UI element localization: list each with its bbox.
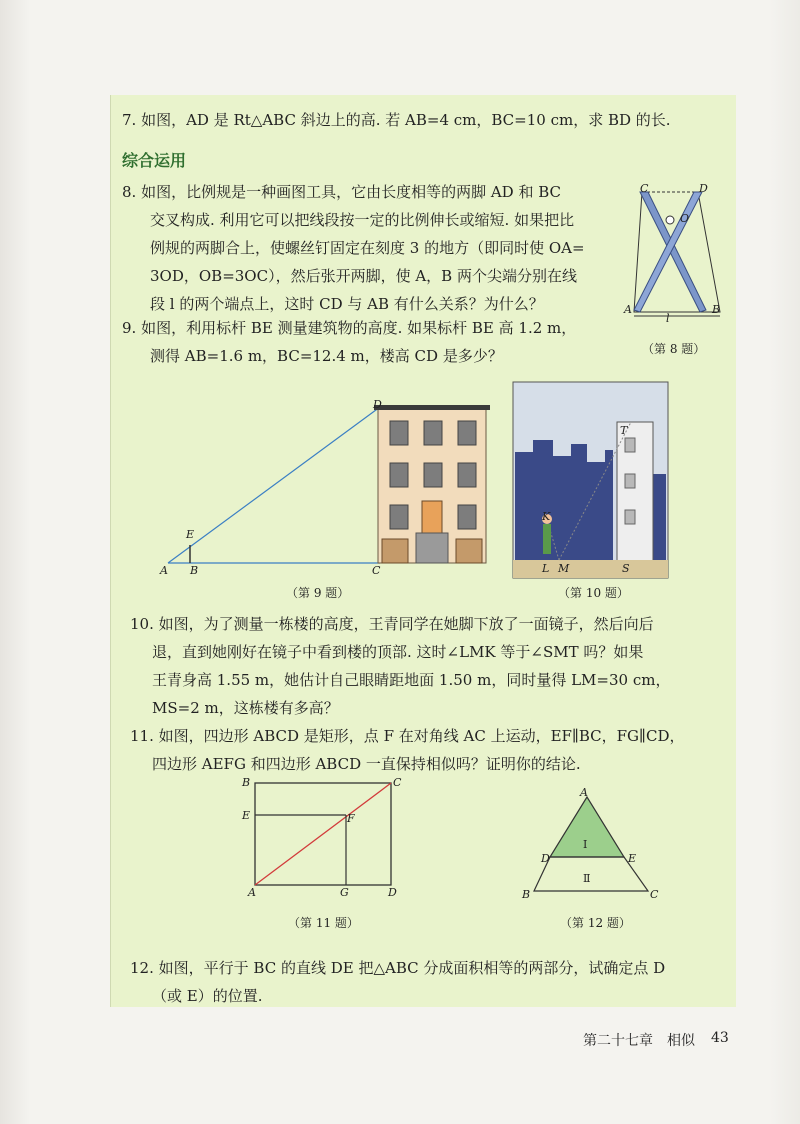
figure-9-building [160, 395, 490, 570]
fig12-label-E: E [628, 852, 637, 865]
problem-10-line-2: 退，直到她刚好在镜子中看到楼的顶部. 这时∠LMK 等于∠SMT 吗？如果 [152, 643, 644, 661]
fig8-label-B: B [712, 303, 721, 316]
fig10-label-S: S [622, 562, 630, 575]
fig11-label-F: F [347, 812, 355, 825]
fig8-label-D: D [699, 182, 708, 195]
figure-9-caption: （第 9 题） [286, 586, 350, 600]
fig9-label-B: B [190, 564, 199, 577]
problem-10-line-3: 王青身高 1.55 m，她估计自己眼睛距地面 1.50 m，同时量得 LM=30 cm， [152, 671, 671, 689]
figure-10-photo [513, 382, 668, 578]
fig8-label-A: A [624, 303, 632, 316]
problem-8-line-1: 8. 如图，比例规是一种画图工具，它由长度相等的两脚 AD 和 BC [122, 183, 562, 201]
problem-9-line-2: 测得 AB=1.6 m，BC=12.4 m，楼高 CD 是多少？ [150, 347, 503, 365]
fig12-label-C: C [650, 888, 659, 901]
figure-11-caption: （第 11 题） [288, 916, 359, 930]
problem-7: 7. 如图，AD 是 Rt△ABC 斜边上的高. 若 AB=4 cm，BC=10 cm，求 BD 的长. [122, 111, 671, 129]
chapter-footer: 第二十七章 相似 [583, 1033, 695, 1049]
fig12-label-A: A [580, 786, 588, 799]
fig12-label-D: D [541, 852, 550, 865]
figure-11-rectangle [254, 782, 394, 886]
page-number: 43 [711, 1030, 729, 1046]
figure-8-caption: （第 8 题） [642, 342, 706, 356]
fig8-label-l: l [666, 312, 670, 325]
problem-11-line-1: 11. 如图，四边形 ABCD 是矩形，点 F 在对角线 AC 上运动，EF∥BC，FG∥CD， [130, 727, 685, 745]
fig11-label-C: C [393, 776, 402, 789]
figure-12-triangle [530, 795, 655, 895]
section-title: 综合运用 [122, 151, 187, 170]
fig10-label-T: T [620, 424, 628, 437]
fig11-label-G: G [340, 886, 349, 899]
problem-9-line-1: 9. 如图，利用标杆 BE 测量建筑物的高度. 如果标杆 BE 高 1.2 m， [122, 319, 577, 337]
fig8-label-O: O [680, 212, 690, 225]
fig11-label-B: B [242, 776, 251, 789]
problem-8-line-5: 段 l 的两个端点上，这时 CD 与 AB 有什么关系？为什么？ [150, 295, 544, 313]
fig11-label-E: E [242, 809, 251, 822]
problem-8-line-2: 交叉构成. 利用它可以把线段按一定的比例伸长或缩短. 如果把比 [150, 211, 575, 229]
fig12-label-B: B [522, 888, 531, 901]
fig9-label-A: A [160, 564, 168, 577]
fig12-region-I: Ⅰ [583, 838, 588, 851]
fig10-label-L: L [542, 562, 550, 575]
problem-12-line-1: 12. 如图，平行于 BC 的直线 DE 把△ABC 分成面积相等的两部分，试确定点 D [130, 959, 666, 977]
figure-12-caption: （第 12 题） [560, 916, 631, 930]
fig8-label-C: C [640, 182, 649, 195]
figure-10-caption: （第 10 题） [558, 586, 629, 600]
fig9-label-E: E [186, 528, 195, 541]
fig10-label-M: M [558, 562, 570, 575]
fig9-label-D: D [373, 398, 382, 411]
problem-8-line-3: 例规的两脚合上，使螺丝钉固定在刻度 3 的地方（即同时使 OA= [150, 239, 585, 257]
fig9-label-C: C [372, 564, 381, 577]
problem-12-line-2: （或 E）的位置. [152, 987, 263, 1005]
fig11-label-D: D [388, 886, 397, 899]
problem-10-line-4: MS=2 m，这栋楼有多高？ [152, 699, 339, 717]
fig11-label-A: A [248, 886, 256, 899]
problem-11-line-2: 四边形 AEFG 和四边形 ABCD 一直保持相似吗？证明你的结论. [152, 755, 581, 773]
fig12-region-II: Ⅱ [583, 872, 591, 885]
fig10-label-K: K [542, 510, 551, 523]
problem-10-line-1: 10. 如图，为了测量一栋楼的高度，王青同学在她脚下放了一面镜子，然后向后 [130, 615, 654, 633]
problem-8-line-4: 3OD，OB=3OC），然后张开两脚，使 A，B 两个尖端分别在线 [150, 267, 577, 285]
